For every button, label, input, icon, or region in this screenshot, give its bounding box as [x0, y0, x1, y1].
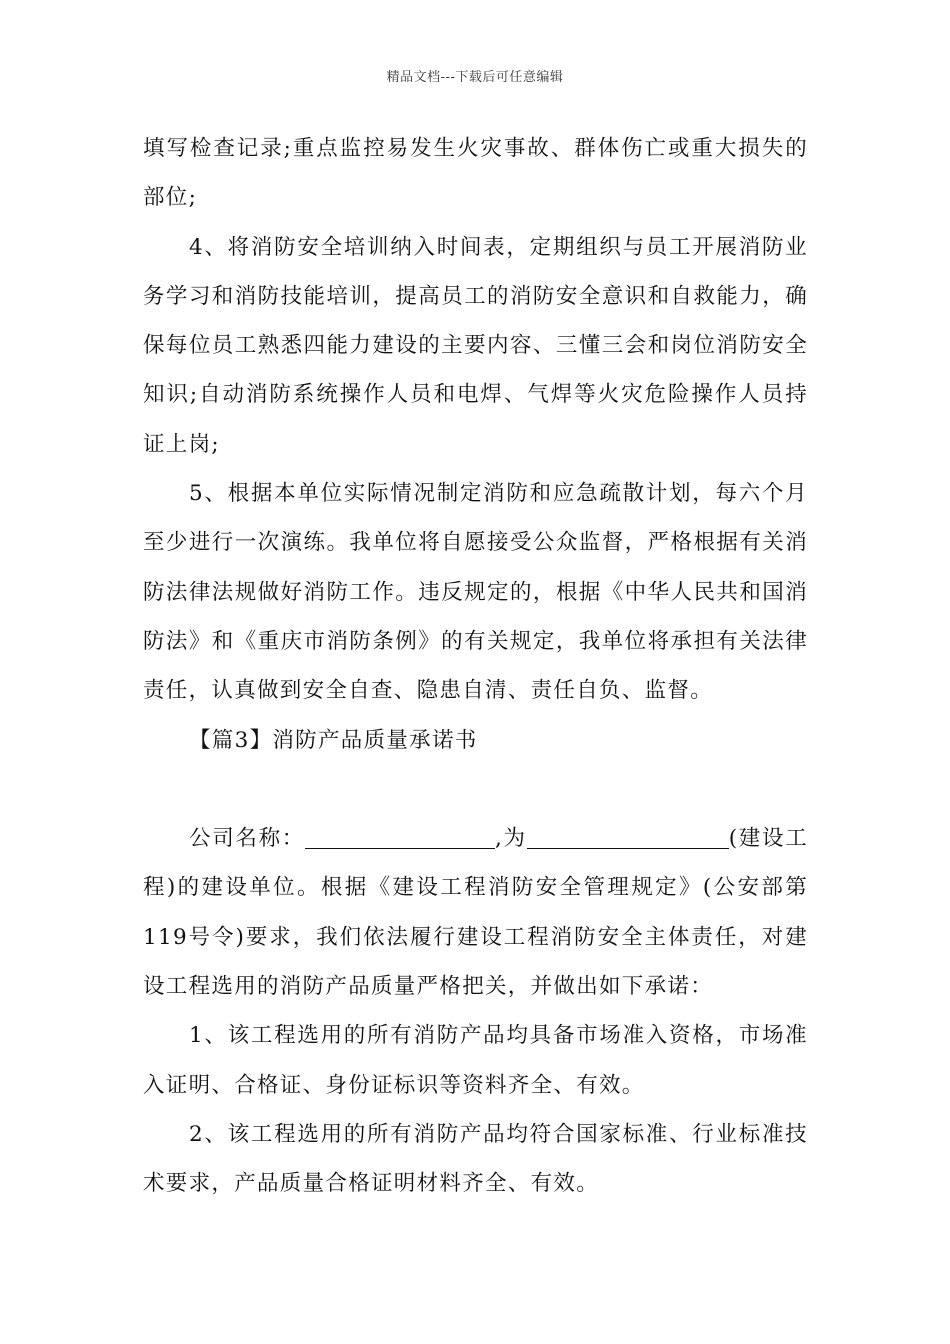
- for-label: ,为: [494, 826, 527, 852]
- commitment-text: (建设工程)的建设单位。根据《建设工程消防安全管理规定》(公安部第119号令)要求，我们依法履行建设工程消防安全主体责任，对建设工程选用的消防产品质量严格把关，并做出如下承诺：: [143, 826, 808, 1000]
- page-header: 精品文档---下载后可任意编辑: [386, 70, 564, 85]
- company-name-label: 公司名称：: [189, 826, 305, 852]
- paragraph-item-1-market-access: 1、该工程选用的所有消防产品均具备市场准入资格，市场准入证明、合格证、身份证标识等资料齐全、有效。: [143, 1023, 808, 1098]
- project-name-blank: [527, 826, 729, 849]
- paragraph-item-4-training: 4、将消防安全培训纳入时间表，定期组织与员工开展消防业务学习和消防技能培训，提高员工的消防安全意识和自救能力，确保每位员工熟悉四能力建设的主要内容、三懂三会和岗位消防安全知识;自动消防系统操作人员和电焊、气焊等火灾危险操作人员持证上岗;: [143, 234, 808, 457]
- company-name-blank: [305, 826, 495, 849]
- paragraph-fire-check-records: 填写检查记录;重点监控易发生火灾事故、群体伤亡或重大损失的部位;: [143, 136, 808, 211]
- blank-line: [143, 765, 808, 814]
- paragraph-item-2-standards: 2、该工程选用的所有消防产品均符合国家标准、行业标准技术要求，产品质量合格证明材料齐全、有效。: [143, 1121, 808, 1197]
- document-body: [143, 124, 808, 1209]
- section-heading: 【篇3】消防产品质量承诺书: [189, 727, 478, 753]
- paragraph-item-5-evacuation: 5、根据本单位实际情况制定消防和应急疏散计划，每六个月至少进行一次演练。我单位将自愿接受公众监督，严格根据有关消防法律法规做好消防工作。违反规定的，根据《中华人民共和国消防法》和《重庆市消防条例》的有关规定，我单位将承担有关法律责任，认真做到安全自查、隐患自清、责任自负、监督。: [143, 481, 808, 704]
- paragraph-company-commitment: [143, 814, 808, 1011]
